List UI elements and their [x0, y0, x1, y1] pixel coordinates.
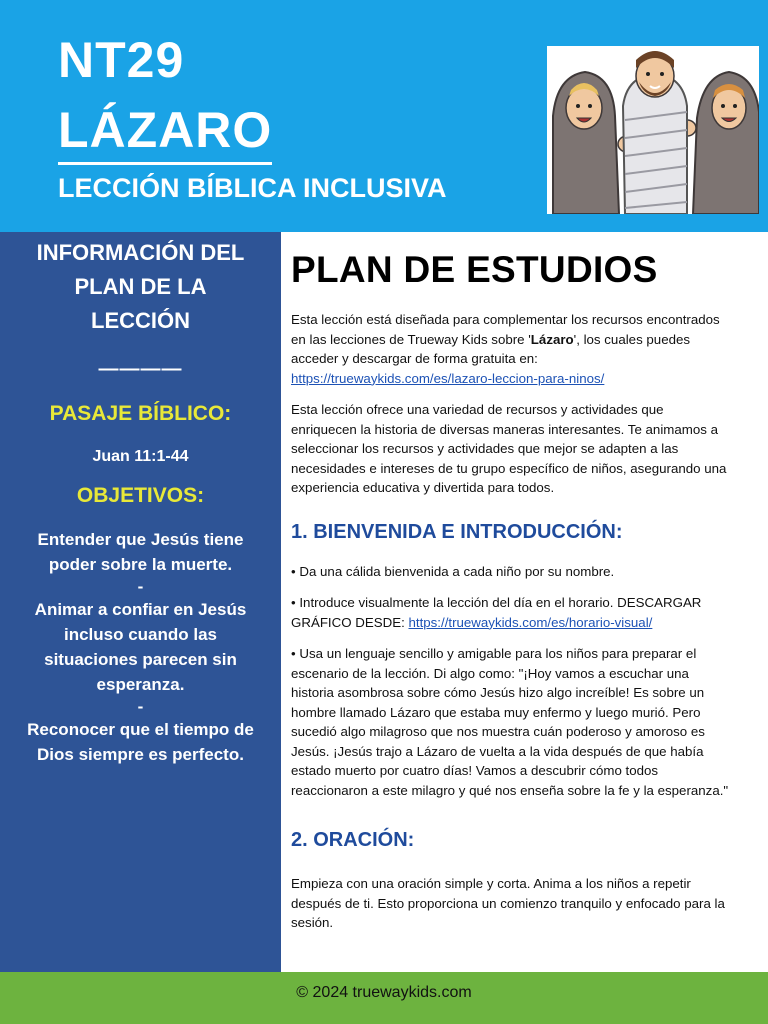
lesson-code: NT29 — [58, 32, 185, 88]
page-title: PLAN DE ESTUDIOS — [291, 249, 658, 290]
study-plan-content — [291, 232, 731, 933]
passage-label: PASAJE BÍBLICO: — [49, 402, 232, 425]
lesson-subtitle: LECCIÓN BÍBLICA INCLUSIVA — [58, 173, 447, 203]
section-prayer-title: 2. ORACIÓN: — [291, 829, 415, 851]
header-banner — [0, 0, 768, 232]
visual-schedule-link[interactable]: https://truewaykids.com/es/horario-visual/ — [408, 614, 653, 630]
welcome-bullet-1: • Da una cálida bienvenida a cada niño por su nombre. — [291, 563, 615, 579]
objective-separator: - — [137, 697, 144, 716]
copyright-text: © 2024 truewaykids.com — [296, 984, 472, 1001]
intro-text-cont: ', los cuales puedes acceder y descargar de forma gratuita en: — [291, 331, 691, 366]
welcome-bullet-2 — [291, 593, 731, 632]
sidebar-heading: INFORMACIÓN DEL PLAN DE LA LECCIÓN — [36, 240, 245, 333]
intro-paragraph — [291, 310, 731, 388]
prayer-paragraph: Empieza con una oración simple y corta. Anima a los niños a repetir después de ti. Esto proporciona un comienzo tranquilo y enfocado para la sesión. — [291, 876, 725, 930]
objective-item: Entender que Jesús tiene poder sobre la muerte. — [37, 530, 244, 574]
objectives-label: OBJETIVOS: — [76, 484, 205, 507]
intro-paragraph-2: Esta lección ofrece una variedad de recursos y actividades que enriquecen la historia de diversas maneras interesantes. Te animamos a seleccionar los recursos y actividades que mejor se adapten a las necesidades e intereses de tu grupo específico de niños, asegurando una experiencia educativa y divertida para todos. — [291, 402, 727, 495]
footer — [0, 972, 768, 1024]
intro-bold-name: Lázaro — [530, 331, 574, 347]
sidebar-divider: ———— — [98, 358, 183, 380]
lesson-title: LÁZARO — [58, 100, 272, 165]
welcome-bullet-3: • Usa un lenguaje sencillo y amigable para los niños para preparar el escenario de la lección. Di algo como: "¡Hoy vamos a escuchar una historia asombrosa sobre cómo Jesús hizo algo increíble! Es sobre un hombre llamado Lázaro que estaba muy enfermo y luego murió. Pero sucedió algo milagroso que nos muestra cuán poderoso y amoroso es Jesús. ¡Jesús trajo a Lázaro de vuelta a la vida después de que había estado muerto por cuatro días! Vamos a descubrir cómo todos reaccionaron a este milagro y qué nos enseña sobre la fe y la esperanza." — [291, 646, 729, 798]
lazarus-illustration — [547, 46, 759, 214]
objective-separator: - — [137, 577, 144, 596]
section-welcome-title: 1. BIENVENIDA E INTRODUCCIÓN: — [291, 520, 623, 543]
lesson-info-sidebar — [0, 232, 281, 972]
bullet-text: • Introduce visualmente la lección del día en el horario. DESCARGAR GRÁFICO DESDE: — [291, 595, 702, 630]
lesson-link[interactable]: https://truewaykids.com/es/lazaro-leccion-para-ninos/ — [291, 370, 605, 386]
intro-text: Esta lección está diseñada para complementar los recursos encontrados en las lecciones de Trueway Kids sobre ' — [291, 312, 720, 347]
bible-passage: Juan 11:1-44 — [92, 448, 189, 465]
objectives-list — [0, 527, 281, 767]
objective-item: Animar a confiar en Jesús incluso cuando las situaciones parecen sin esperanza. — [34, 600, 247, 694]
objective-item: Reconocer que el tiempo de Dios siempre es perfecto. — [27, 720, 254, 764]
